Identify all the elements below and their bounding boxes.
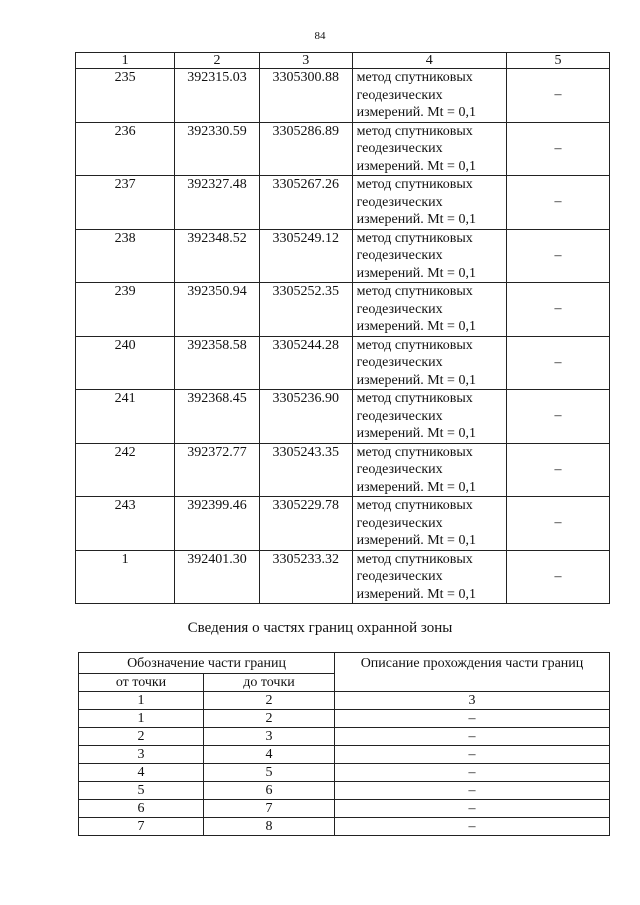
y-coordinate-value: 3305236.90 <box>272 391 340 406</box>
method-line: геодезических <box>356 569 443 584</box>
table-row <box>79 764 610 782</box>
y-coordinate <box>259 122 352 176</box>
point-number <box>76 176 175 230</box>
table-row <box>76 336 610 390</box>
table-header-row <box>79 653 610 674</box>
point-number-value: 241 <box>114 391 136 406</box>
table-row <box>79 728 610 746</box>
method-line: геодезических <box>356 141 443 156</box>
to-point: 4 <box>204 746 335 764</box>
y-coordinate <box>259 229 352 283</box>
column-number: 2 <box>204 692 335 710</box>
section-title: Сведения о частях границ охранной зоны <box>187 620 453 636</box>
part-description: – <box>335 800 610 818</box>
point-number <box>76 122 175 176</box>
table-header-row <box>76 53 610 69</box>
method-description <box>352 390 506 444</box>
column-header: 1 <box>76 53 175 69</box>
coordinates-table <box>75 52 610 604</box>
y-coordinate <box>259 497 352 551</box>
y-coordinate-value: 3305244.28 <box>272 337 340 353</box>
y-coordinate <box>259 336 352 390</box>
x-coordinate-value: 392350.94 <box>187 284 247 299</box>
part-description: – <box>335 728 610 746</box>
column-header: 5 <box>506 53 609 69</box>
page-number: 84 <box>314 30 326 42</box>
x-coordinate-value: 392401.30 <box>187 551 247 567</box>
x-coordinate-value: 392368.45 <box>187 391 247 406</box>
table-row <box>79 782 610 800</box>
method-line: метод спутниковых <box>356 498 473 513</box>
point-number-value: 237 <box>114 177 136 192</box>
method-line: геодезических <box>356 248 443 263</box>
to-point: 7 <box>204 800 335 818</box>
y-coordinate <box>259 176 352 230</box>
table-row <box>79 710 610 728</box>
method-line: метод спутниковых <box>356 70 473 85</box>
point-number <box>76 497 175 551</box>
y-coordinate-value: 3305252.35 <box>272 284 340 299</box>
point-number <box>76 443 175 497</box>
table-row <box>79 746 610 764</box>
column-header: 4 <box>352 53 506 69</box>
y-coordinate <box>259 69 352 123</box>
method-description <box>352 336 506 390</box>
from-point: 1 <box>79 710 204 728</box>
x-coordinate <box>175 69 260 123</box>
note-cell: – <box>506 122 609 176</box>
column-header: 2 <box>175 53 260 69</box>
y-coordinate-value: 3305243.35 <box>272 444 340 460</box>
point-number <box>76 283 175 337</box>
method-line: метод спутниковых <box>356 230 473 246</box>
x-coordinate <box>175 550 260 604</box>
y-coordinate <box>259 550 352 604</box>
header-to-point: до точки <box>204 674 335 692</box>
y-coordinate <box>259 443 352 497</box>
table-row <box>76 497 610 551</box>
point-number <box>76 336 175 390</box>
column-number: 3 <box>335 692 610 710</box>
to-point: 8 <box>204 818 335 836</box>
method-line: метод спутниковых <box>356 123 473 139</box>
to-point: 3 <box>204 728 335 746</box>
point-number-value: 235 <box>114 70 136 85</box>
x-coordinate-value: 392348.52 <box>187 230 247 246</box>
method-line: геодезических <box>356 355 443 370</box>
note-cell: – <box>506 443 609 497</box>
table-row <box>76 443 610 497</box>
y-coordinate-value: 3305249.12 <box>272 230 340 246</box>
x-coordinate-value: 392372.77 <box>187 444 247 460</box>
method-line: геодезических <box>356 194 443 210</box>
part-description: – <box>335 782 610 800</box>
x-coordinate <box>175 390 260 444</box>
x-coordinate <box>175 497 260 551</box>
method-description <box>352 497 506 551</box>
point-number-value: 236 <box>114 123 136 139</box>
column-header: 3 <box>259 53 352 69</box>
column-numbering-row <box>79 692 610 710</box>
part-description: – <box>335 764 610 782</box>
point-number-value: 1 <box>121 551 129 567</box>
table-row <box>76 176 610 230</box>
y-coordinate-value: 3305300.88 <box>272 70 340 85</box>
method-line: измерений. Mt = 0,1 <box>356 533 476 548</box>
part-description: – <box>335 818 610 836</box>
note-cell: – <box>506 69 609 123</box>
x-coordinate-value: 392399.46 <box>187 498 247 513</box>
method-line: измерений. Mt = 0,1 <box>356 212 476 227</box>
method-description <box>352 229 506 283</box>
method-line: метод спутниковых <box>356 177 473 192</box>
method-line: метод спутниковых <box>356 391 473 406</box>
x-coordinate <box>175 336 260 390</box>
method-description <box>352 176 506 230</box>
note-cell: – <box>506 497 609 551</box>
y-coordinate <box>259 390 352 444</box>
method-description <box>352 122 506 176</box>
header-group-label: Обозначение части границ <box>79 653 335 674</box>
note-cell: – <box>506 390 609 444</box>
method-line: измерений. Mt = 0,1 <box>356 158 476 174</box>
method-line: метод спутниковых <box>356 551 473 567</box>
to-point: 6 <box>204 782 335 800</box>
point-number-value: 242 <box>114 444 136 460</box>
point-number <box>76 390 175 444</box>
method-line: измерений. Mt = 0,1 <box>356 319 476 334</box>
header-from-point: от точки <box>79 674 204 692</box>
method-line: измерений. Mt = 0,1 <box>356 426 476 441</box>
method-line: метод спутниковых <box>356 337 473 353</box>
x-coordinate-value: 392358.58 <box>187 337 247 353</box>
column-number: 1 <box>79 692 204 710</box>
header-description: Описание прохождения части границ <box>335 653 610 692</box>
point-number-value: 239 <box>114 284 136 299</box>
x-coordinate <box>175 229 260 283</box>
from-point: 4 <box>79 764 204 782</box>
part-description: – <box>335 746 610 764</box>
from-point: 6 <box>79 800 204 818</box>
table-row <box>76 229 610 283</box>
method-line: измерений. Mt = 0,1 <box>356 372 476 388</box>
table-row <box>76 69 610 123</box>
note-cell: – <box>506 336 609 390</box>
point-number <box>76 69 175 123</box>
boundary-parts-table <box>78 652 610 836</box>
method-line: геодезических <box>356 515 443 531</box>
method-line: измерений. Mt = 0,1 <box>356 479 476 495</box>
table-row <box>76 550 610 604</box>
x-coordinate <box>175 122 260 176</box>
note-cell: – <box>506 550 609 604</box>
part-description: – <box>335 710 610 728</box>
x-coordinate <box>175 443 260 497</box>
x-coordinate <box>175 176 260 230</box>
point-number-value: 238 <box>114 230 136 246</box>
method-line: измерений. Mt = 0,1 <box>356 265 476 281</box>
y-coordinate-value: 3305229.78 <box>272 498 340 513</box>
to-point: 5 <box>204 764 335 782</box>
method-line: метод спутниковых <box>356 284 473 299</box>
x-coordinate <box>175 283 260 337</box>
method-line: геодезических <box>356 408 443 424</box>
x-coordinate-value: 392327.48 <box>187 177 247 192</box>
note-cell: – <box>506 176 609 230</box>
y-coordinate-value: 3305233.32 <box>272 551 340 567</box>
table-row <box>76 283 610 337</box>
table-row <box>76 390 610 444</box>
table-row <box>79 800 610 818</box>
y-coordinate-value: 3305267.26 <box>272 177 340 192</box>
from-point: 7 <box>79 818 204 836</box>
from-point: 3 <box>79 746 204 764</box>
method-description <box>352 550 506 604</box>
note-cell: – <box>506 283 609 337</box>
from-point: 2 <box>79 728 204 746</box>
y-coordinate-value: 3305286.89 <box>272 123 340 139</box>
y-coordinate <box>259 283 352 337</box>
point-number-value: 243 <box>114 498 136 513</box>
point-number-value: 240 <box>114 337 136 353</box>
x-coordinate-value: 392315.03 <box>187 70 247 85</box>
table-row <box>76 122 610 176</box>
table-row <box>79 818 610 836</box>
method-line: измерений. Mt = 0,1 <box>356 586 476 602</box>
method-line: метод спутниковых <box>356 444 473 460</box>
method-description <box>352 283 506 337</box>
method-line: геодезических <box>356 87 443 103</box>
method-description <box>352 69 506 123</box>
method-line: геодезических <box>356 301 443 317</box>
from-point: 5 <box>79 782 204 800</box>
x-coordinate-value: 392330.59 <box>187 123 247 139</box>
note-cell: – <box>506 229 609 283</box>
method-description <box>352 443 506 497</box>
method-line: измерений. Mt = 0,1 <box>356 105 476 120</box>
point-number <box>76 550 175 604</box>
to-point: 2 <box>204 710 335 728</box>
method-line: геодезических <box>356 462 443 477</box>
point-number <box>76 229 175 283</box>
